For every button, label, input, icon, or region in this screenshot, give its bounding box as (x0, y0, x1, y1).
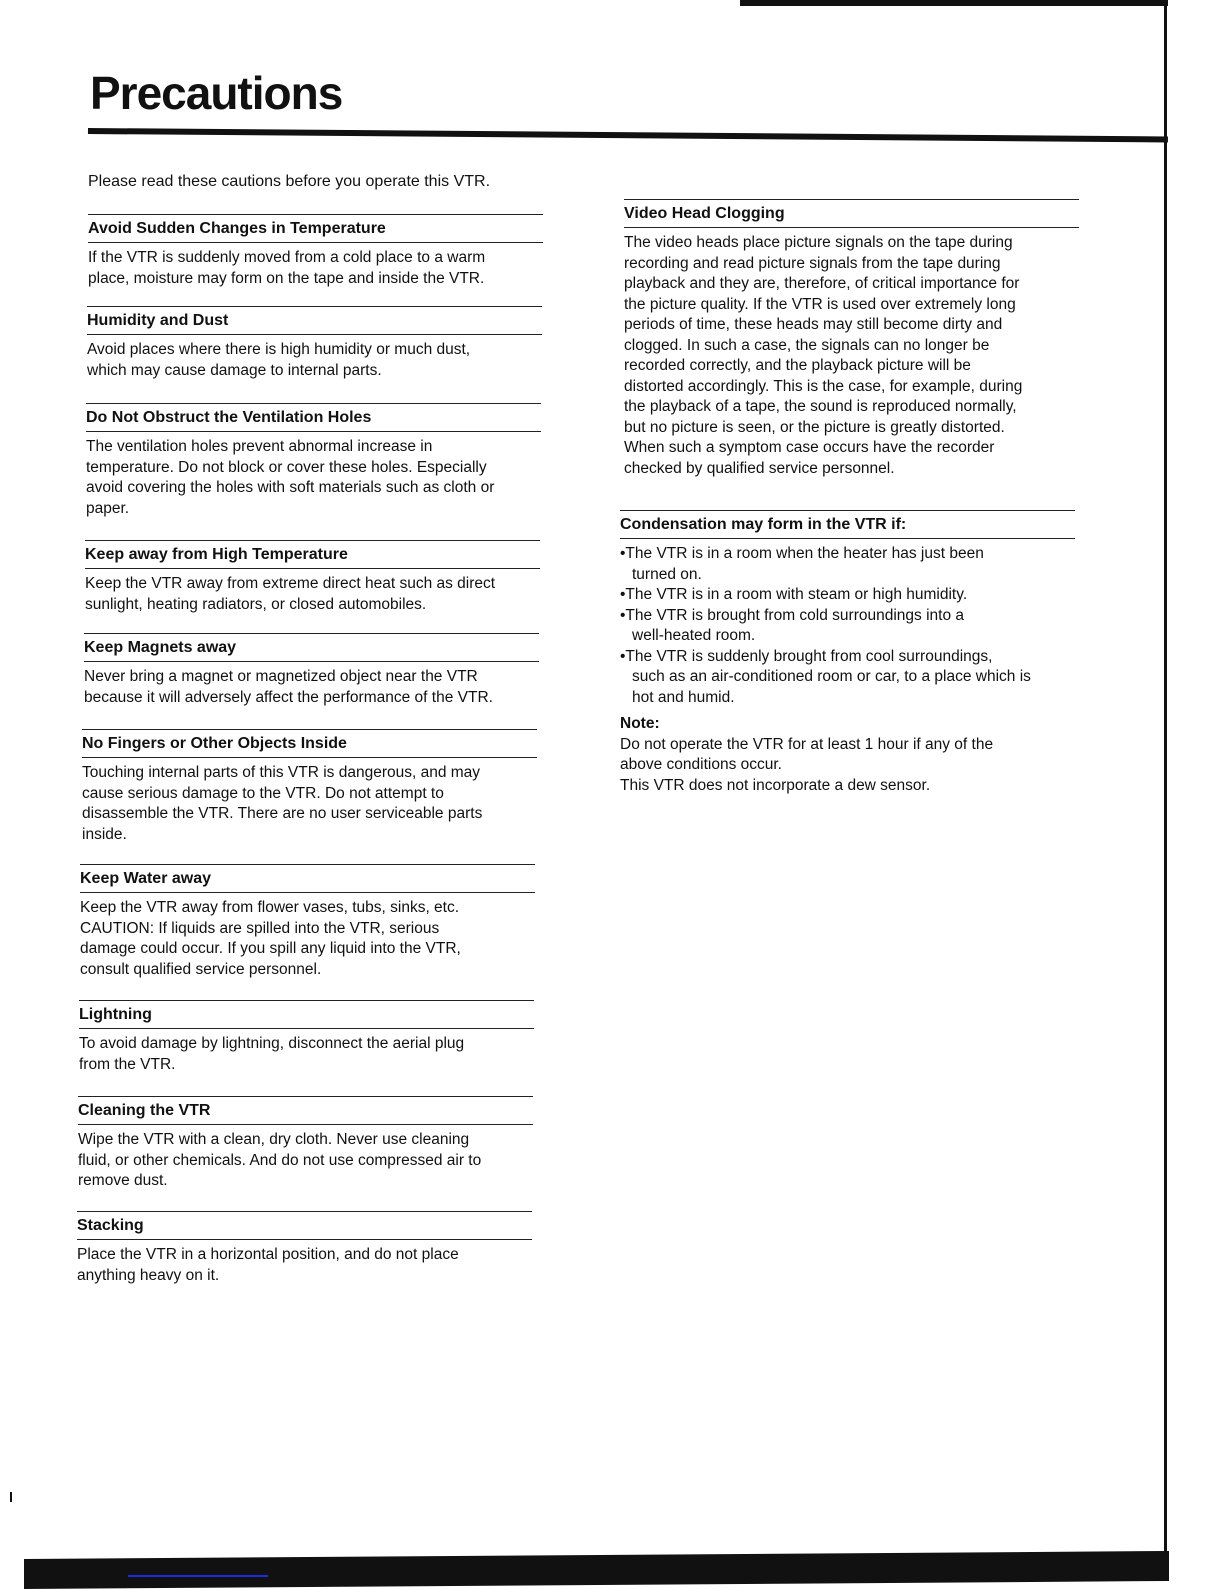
rule (78, 1124, 533, 1125)
body-line: checked by qualified service personnel. (624, 459, 895, 477)
rule (88, 214, 543, 215)
rule (620, 538, 1075, 539)
section-keep-magnets-away (84, 633, 539, 708)
section-keep-away-from-high-temperature (85, 540, 540, 615)
bullet-continuation: such as an air-conditioned room or car, to a place which is (632, 668, 1031, 685)
margin-mark (10, 1492, 12, 1502)
section-video-head-clogging (624, 199, 1079, 479)
body-line: Wipe the VTR with a clean, dry cloth. Never use cleaning (78, 1131, 470, 1148)
body-line: Touching internal parts of this VTR is dangerous, and may (82, 764, 481, 781)
body-line: CAUTION: If liquids are spilled into the VTR, serious (80, 919, 440, 937)
rule (86, 431, 541, 432)
body-line: cause serious damage to the VTR. Do not attempt to (82, 784, 444, 802)
note-line: This VTR does not incorporate a dew sensor. (620, 776, 931, 794)
bottom-blue-line (128, 1575, 268, 1577)
note-body (620, 735, 1075, 797)
section-no-fingers-or-other-objects-inside (82, 729, 537, 845)
body-line: sunlight, heating radiators, or closed automobiles. (85, 595, 427, 613)
body-line: Never bring a magnet or magnetized object near the VTR (84, 668, 478, 685)
body-line: Place the VTR in a horizontal position, and do not place (77, 1246, 459, 1263)
section-heading: Lightning (79, 1006, 152, 1023)
body-line: inside. (82, 825, 127, 843)
rule (79, 1028, 534, 1029)
section-heading: Cleaning the VTR (78, 1102, 211, 1119)
section-body (624, 233, 1079, 479)
note-line: above conditions occur. (620, 756, 782, 773)
section-body (80, 898, 535, 980)
body-line: temperature. Do not block or cover these holes. Especially (86, 458, 487, 476)
section-body (87, 340, 542, 381)
body-line: The video heads place picture signals on the tape during (624, 234, 1013, 251)
bottom-scan-bar (24, 1551, 1169, 1589)
body-line: distorted accordingly. This is the case, for example, during (624, 377, 1023, 395)
rule (80, 892, 535, 893)
section-do-not-obstruct-the-ventilation-holes (86, 403, 541, 519)
section-body (88, 248, 543, 289)
body-line: the picture quality. If the VTR is used over extremely long (624, 295, 1016, 313)
body-line: When such a symptom case occurs have the recorder (624, 439, 995, 456)
body-line: from the VTR. (79, 1055, 176, 1073)
section-avoid-sudden-changes-in-temperature (88, 214, 543, 289)
page-title: Precautions (90, 67, 343, 119)
rule (85, 540, 540, 541)
section-heading: Keep away from High Temperature (85, 546, 348, 563)
body-line: fluid, or other chemicals. And do not use compressed air to (78, 1151, 482, 1169)
rule (87, 334, 542, 335)
bullet-item: •The VTR is suddenly brought from cool surroundings, (620, 647, 993, 665)
section-humidity-and-dust (87, 306, 542, 381)
body-line: Keep the VTR away from extreme direct heat such as direct (85, 575, 496, 592)
rule (80, 864, 535, 865)
section-body (620, 544, 1075, 708)
bullet-item: •The VTR is in a room when the heater has just been (620, 545, 984, 562)
section-heading: Stacking (77, 1217, 144, 1234)
body-line: remove dust. (78, 1172, 168, 1189)
rule (82, 729, 537, 730)
body-line: If the VTR is suddenly moved from a cold place to a warm (88, 249, 486, 266)
section-heading: Video Head Clogging (624, 205, 785, 222)
section-body (79, 1034, 534, 1075)
section-stacking (77, 1211, 532, 1286)
body-line: damage could occur. If you spill any liquid into the VTR, (80, 940, 461, 957)
body-line: clogged. In such a case, the signals can no longer be (624, 336, 990, 354)
body-line: To avoid damage by lightning, disconnect the aerial plug (79, 1035, 465, 1052)
page-edge (1164, 0, 1167, 1560)
body-line: Avoid places where there is high humidity or much dust, (87, 341, 471, 358)
body-line: playback and they are, therefore, of critical importance for (624, 275, 1020, 292)
section-cleaning-the-vtr (78, 1096, 533, 1192)
rule (77, 1239, 532, 1240)
title-rule (88, 128, 1168, 142)
note-label: Note: (620, 715, 660, 732)
section-body (78, 1130, 533, 1192)
rule (624, 227, 1079, 228)
body-line: recorded correctly, and the playback picture will be (624, 357, 971, 374)
section-body (85, 574, 540, 615)
body-line: but no picture is seen, or the picture is greatly distorted. (624, 418, 1005, 436)
body-line: avoid covering the holes with soft materials such as cloth or (86, 479, 495, 496)
body-line: Keep the VTR away from flower vases, tubs, sinks, etc. (80, 899, 460, 916)
bullet-item: •The VTR is in a room with steam or high humidity. (620, 586, 968, 603)
bullet-continuation: turned on. (632, 565, 702, 583)
bullet-item: •The VTR is brought from cold surroundings into a (620, 606, 965, 624)
section-body (86, 437, 541, 519)
body-line: The ventilation holes prevent abnormal increase in (86, 438, 433, 455)
section-heading: Keep Magnets away (84, 639, 237, 656)
section-heading: No Fingers or Other Objects Inside (82, 735, 347, 752)
rule (77, 1211, 532, 1212)
body-line: anything heavy on it. (77, 1266, 220, 1284)
rule (86, 403, 541, 404)
rule (82, 757, 537, 758)
section-heading: Do Not Obstruct the Ventilation Holes (86, 409, 372, 426)
rule (79, 1000, 534, 1001)
rule (87, 306, 542, 307)
section-heading: Condensation may form in the VTR if: (620, 516, 907, 533)
body-line: recording and read picture signals from the tape during (624, 254, 1001, 272)
body-line: consult qualified service personnel. (80, 960, 322, 978)
section-condensation (620, 510, 1075, 796)
section-heading: Humidity and Dust (87, 312, 229, 329)
bullet-continuation: hot and humid. (632, 688, 735, 706)
body-line: the playback of a tape, the sound is reproduced normally, (624, 398, 1017, 415)
section-heading: Keep Water away (80, 870, 212, 887)
rule (624, 199, 1079, 200)
top-border-rule (740, 0, 1168, 6)
body-line: which may cause damage to internal parts. (87, 361, 382, 379)
section-body (82, 763, 537, 845)
intro-text: Please read these cautions before you operate this VTR. (88, 173, 491, 190)
body-line: paper. (86, 499, 130, 517)
rule (84, 661, 539, 662)
rule (84, 633, 539, 634)
section-body (77, 1245, 532, 1286)
body-line: because it will adversely affect the performance of the VTR. (84, 688, 493, 706)
section-keep-water-away (80, 864, 535, 980)
section-body (84, 667, 539, 708)
note-line: Do not operate the VTR for at least 1 hour if any of the (620, 735, 994, 753)
rule (620, 510, 1075, 511)
section-lightning (79, 1000, 534, 1075)
body-line: periods of time, these heads may still become dirty and (624, 316, 1003, 333)
rule (78, 1096, 533, 1097)
body-line: disassemble the VTR. There are no user serviceable parts (82, 805, 483, 822)
section-heading: Avoid Sudden Changes in Temperature (88, 220, 386, 237)
rule (85, 568, 540, 569)
bullet-continuation: well-heated room. (632, 627, 756, 644)
rule (88, 242, 543, 243)
body-line: place, moisture may form on the tape and inside the VTR. (88, 269, 485, 287)
